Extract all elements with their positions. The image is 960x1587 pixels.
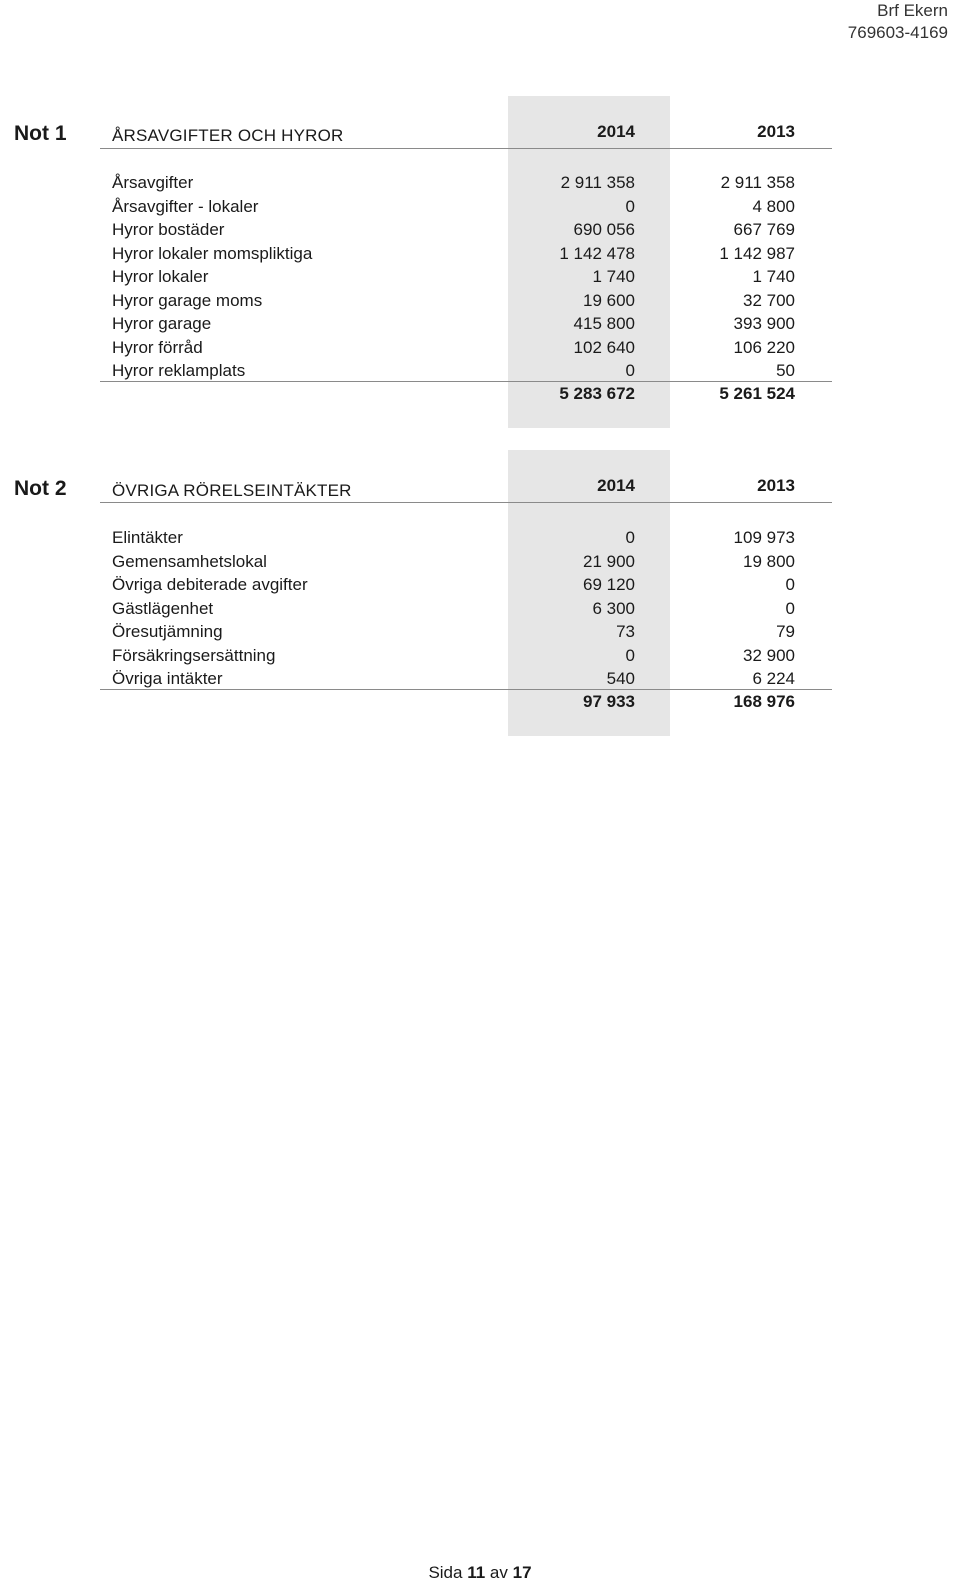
row-value-2013: 109 973	[733, 528, 795, 547]
row-value-2013: 32 700	[743, 290, 795, 310]
total-row	[0, 690, 960, 714]
note2-title: ÖVRIGA RÖRELSEINTÄKTER	[112, 481, 352, 500]
note1-col-2013: 2013	[757, 122, 795, 141]
company-name: Brf Ekern	[877, 1, 948, 20]
row-value-2013: 1 142 987	[719, 243, 795, 263]
total-value-2014: 5 283 672	[559, 384, 635, 403]
row-value-2013: 6 224	[752, 668, 795, 688]
note2-number: Not 2	[14, 477, 67, 500]
note1-col-2014: 2014	[597, 122, 635, 141]
table-row	[0, 218, 960, 242]
row-label: Öresutjämning	[112, 622, 223, 641]
row-value-2013: 32 900	[743, 645, 795, 665]
page-footer	[0, 1563, 960, 1583]
row-label: Årsavgifter	[112, 173, 194, 192]
row-value-2013: 0	[785, 575, 795, 594]
table-row	[0, 312, 960, 336]
row-value-2014: 69 120	[583, 575, 635, 594]
footer-prefix: Sida	[428, 1563, 463, 1582]
row-value-2013: 106 220	[733, 337, 795, 357]
row-value-2013: 79	[776, 622, 795, 641]
row-value-2014: 0	[625, 196, 635, 216]
row-label: Gemensamhetslokal	[112, 551, 267, 571]
row-value-2014: 0	[625, 645, 635, 665]
table-row	[0, 242, 960, 266]
row-label: Övriga debiterade avgifter	[112, 575, 308, 594]
note1-title: ÅRSAVGIFTER OCH HYROR	[112, 126, 344, 145]
row-value-2014: 2 911 358	[560, 173, 635, 192]
row-value-2014: 73	[616, 622, 635, 641]
footer-mid: av	[489, 1563, 508, 1582]
row-value-2014: 1 740	[592, 267, 635, 286]
row-value-2013: 50	[776, 360, 795, 380]
row-label: Hyror garage moms	[112, 290, 263, 310]
row-value-2013: 0	[785, 598, 795, 618]
row-value-2014: 19 600	[583, 290, 635, 310]
table-row	[0, 526, 960, 550]
table-row	[0, 620, 960, 644]
row-label: Hyror reklamplats	[112, 360, 246, 380]
table-row	[0, 336, 960, 360]
table-row	[0, 359, 960, 383]
row-label: Årsavgifter - lokaler	[112, 196, 259, 216]
row-value-2014: 102 640	[573, 337, 635, 357]
row-value-2014: 6 300	[592, 598, 635, 618]
row-value-2014: 690 056	[573, 220, 635, 239]
row-value-2014: 0	[625, 528, 635, 547]
table-row	[0, 597, 960, 621]
row-label: Försäkringsersättning	[112, 645, 276, 665]
total-value-2013: 168 976	[733, 692, 795, 711]
org-number: 769603-4169	[847, 23, 948, 42]
row-value-2013: 393 900	[733, 314, 795, 333]
footer-total-pages: 17	[512, 1563, 532, 1582]
row-label: Hyror garage	[112, 314, 212, 333]
row-label: Elintäkter	[112, 528, 183, 547]
total-value-2014: 97 933	[583, 692, 635, 711]
row-label: Hyror lokaler momspliktiga	[112, 243, 313, 263]
table-row	[0, 667, 960, 691]
table-row	[0, 289, 960, 313]
note1-header-rule	[100, 148, 832, 149]
row-value-2013: 1 740	[752, 267, 795, 286]
row-value-2013: 2 911 358	[720, 173, 795, 192]
table-row	[0, 171, 960, 195]
row-value-2013: 19 800	[743, 551, 795, 571]
table-row	[0, 644, 960, 668]
row-label: Övriga intäkter	[112, 668, 223, 688]
row-label: Hyror förråd	[112, 337, 203, 357]
row-value-2014: 540	[606, 668, 635, 688]
table-row	[0, 265, 960, 289]
note1-number: Not 1	[14, 122, 67, 145]
row-label: Hyror lokaler	[112, 267, 209, 286]
row-value-2014: 21 900	[583, 551, 635, 571]
row-value-2014: 0	[625, 360, 635, 380]
row-value-2013: 667 769	[733, 220, 795, 239]
row-value-2014: 1 142 478	[559, 243, 635, 263]
row-label: Gästlägenhet	[112, 598, 214, 618]
note2-col-2013: 2013	[757, 476, 795, 495]
row-label: Hyror bostäder	[112, 220, 225, 239]
note2-header-rule	[100, 502, 832, 503]
table-row	[0, 573, 960, 597]
row-value-2014: 415 800	[573, 314, 635, 333]
document-header	[848, 0, 948, 44]
total-value-2013: 5 261 524	[719, 384, 795, 403]
row-value-2013: 4 800	[752, 196, 795, 216]
total-row	[0, 382, 960, 406]
note2-col-2014: 2014	[597, 476, 635, 495]
table-row	[0, 195, 960, 219]
table-row	[0, 550, 960, 574]
footer-page-number: 11	[467, 1563, 486, 1582]
